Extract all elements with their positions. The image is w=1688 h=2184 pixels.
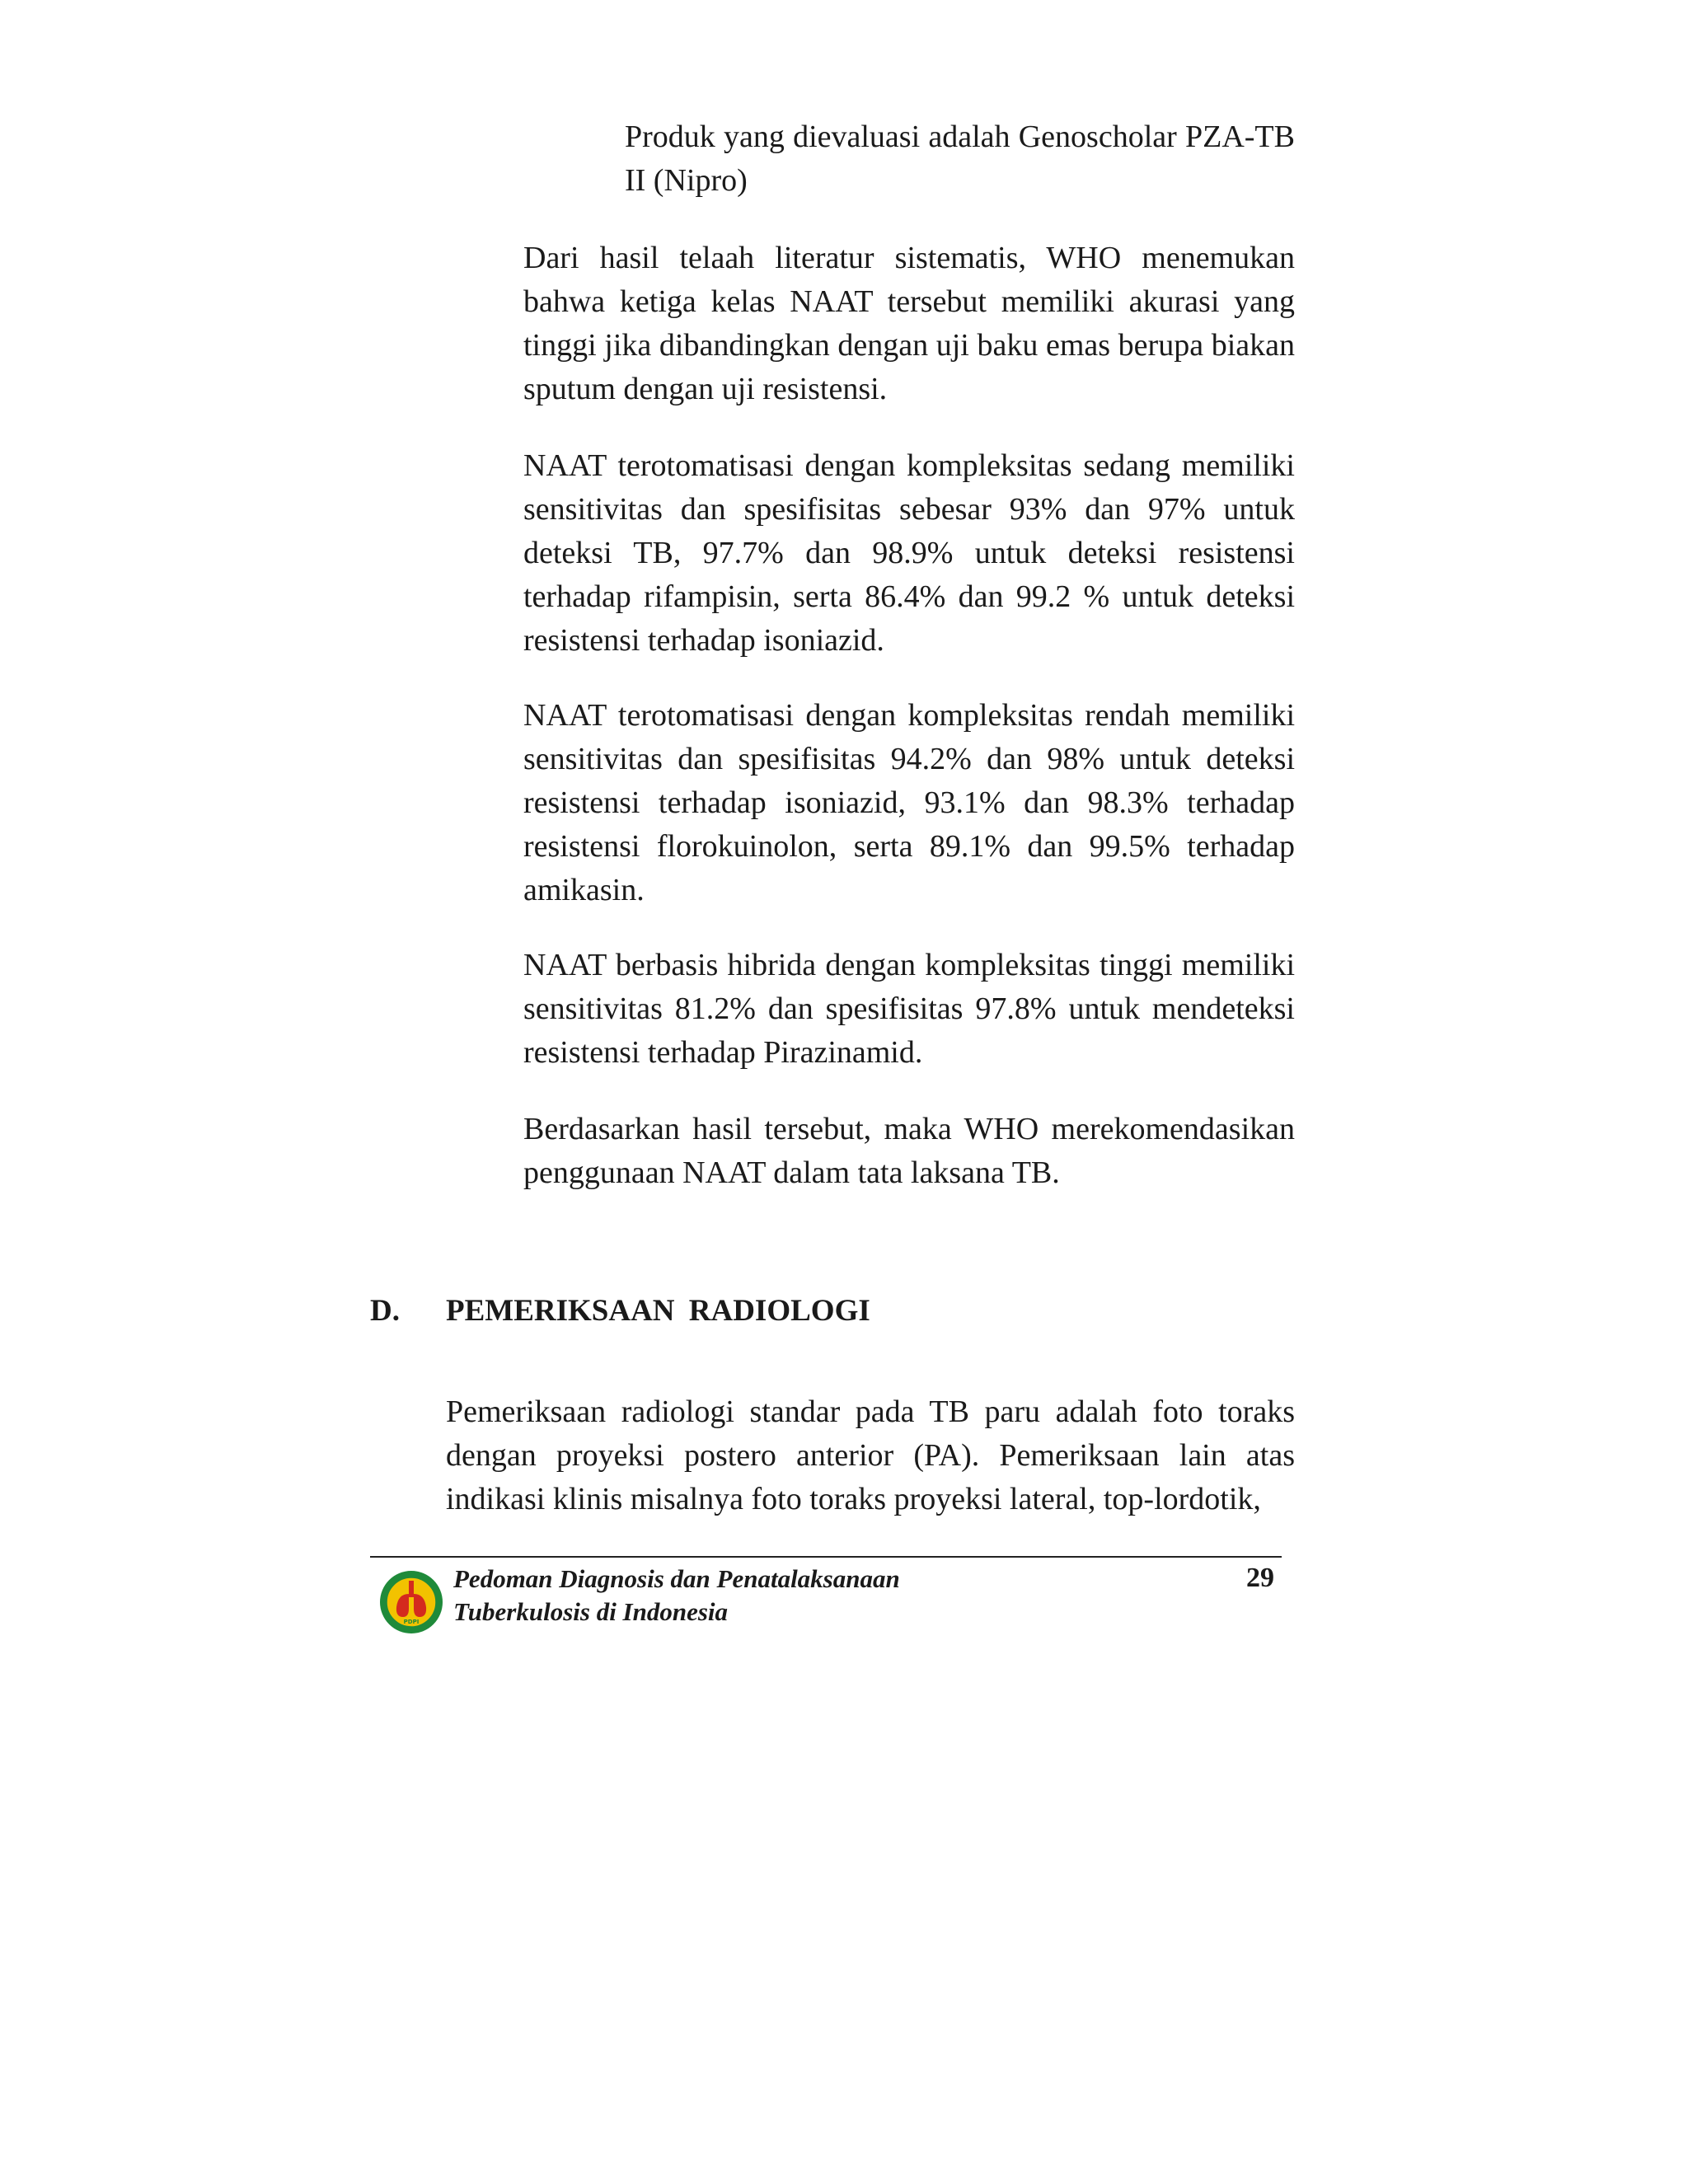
paragraph-naat-medium: NAAT terotomatisasi dengan kompleksitas sedang memiliki sensitivitas dan spesifisitas sebesar 93% dan 97% untuk deteksi TB, 97.7% dan 98.9% untuk deteksi resistensi terhadap rifampisin, serta 86.4% dan 99.2 % untuk deteksi resistensi terhadap isoniazid. xyxy=(523,448,1295,658)
pdpi-logo-icon xyxy=(378,1569,444,1635)
footer-title xyxy=(453,1563,900,1629)
footer-title-line2: Tuberkulosis di Indonesia xyxy=(453,1597,729,1626)
paragraph-radiology: Pemeriksaan radiologi standar pada TB paru adalah foto toraks dengan proyeksi postero anterior (PA). Pemeriksaan lain atas indikasi klinis misalnya foto toraks proyeksi lateral, top-lordotik, xyxy=(446,1394,1295,1516)
intro-paragraph: Produk yang dievaluasi adalah Genoscholar PZA-TB II (Nipro) xyxy=(625,120,1295,198)
paragraph-naat-low: NAAT terotomatisasi dengan kompleksitas rendah memiliki sensitivitas dan spesifisitas 94.2% dan 98% untuk deteksi resistensi terhadap isoniazid, 93.1% dan 98.3% terhadap resistensi florokuinolon, serta 89.1% dan 99.5% terhadap amikasin. xyxy=(523,698,1295,907)
logo-text: PDPI xyxy=(403,1619,420,1625)
section-letter: D. xyxy=(370,1294,400,1328)
footer-divider xyxy=(370,1556,1282,1558)
paragraph-who-findings: Dari hasil telaah literatur sistematis, WHO menemukan bahwa ketiga kelas NAAT tersebut memiliki akurasi yang tinggi jika dibandingkan dengan uji baku emas berupa biakan sputum dengan uji resistensi. xyxy=(523,241,1295,406)
paragraph-naat-high: NAAT berbasis hibrida dengan kompleksitas tinggi memiliki sensitivitas 81.2% dan spesifisitas 97.8% untuk mendeteksi resistensi terhadap Pirazinamid. xyxy=(523,948,1295,1070)
section-heading xyxy=(370,1289,1295,1333)
section-title: PEMERIKSAAN RADIOLOGI xyxy=(446,1294,870,1328)
paragraph-who-recommendation: Berdasarkan hasil tersebut, maka WHO merekomendasikan penggunaan NAAT dalam tata laksana TB. xyxy=(523,1112,1295,1190)
footer-title-line1: Pedoman Diagnosis dan Penatalaksanaan xyxy=(453,1564,900,1593)
page-number: 29 xyxy=(1246,1563,1274,1593)
